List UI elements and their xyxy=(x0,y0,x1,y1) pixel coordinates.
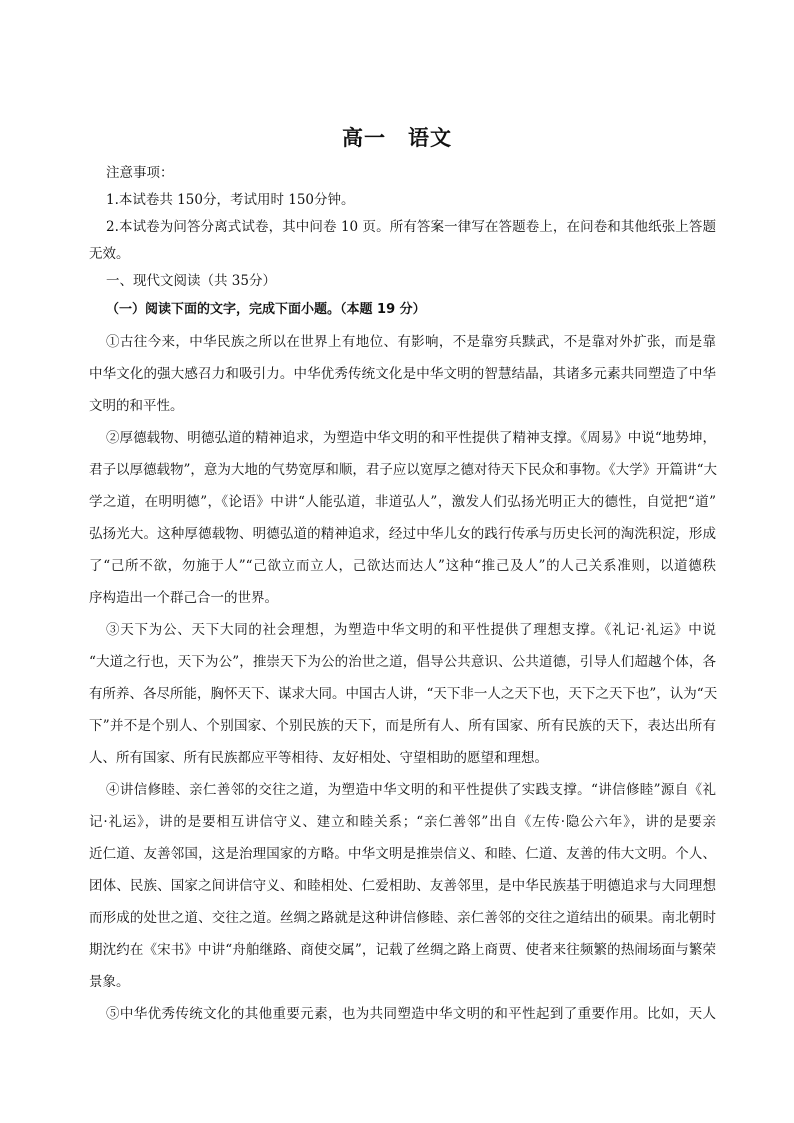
paragraph-4-line: 景象。 xyxy=(89,974,130,990)
paragraph-1-line: ①古往今来，中华民族之所以在世界上有地位、有影响，不是靠穷兵黩武，不是靠对外扩张，而是靠 xyxy=(106,334,716,350)
page-title: 高一 语文 xyxy=(342,126,452,150)
subsection-heading: （一）阅读下面的文字，完成下面小题。（本题 19 分） xyxy=(106,302,426,317)
paragraph-5-line: ⑤中华优秀传统文化的其他重要元素，也为共同塑造中华文明的和平性起到了重要作用。比如，天人 xyxy=(106,1006,716,1022)
notes-item-2-line-2: 无效。 xyxy=(89,246,130,262)
paragraph-4-line: 记·礼运》，讲的是要相互讲信守义、建立和睦关系；“亲仁善邻”出自《左传·隐公六年》，讲的是要亲 xyxy=(89,814,716,830)
section-heading: 一、现代文阅读（共 35分） xyxy=(106,273,276,289)
paragraph-4-line: 而形成的处世之道、交往之道。丝绸之路就是这种讲信修睦、亲仁善邻的交往之道结出的硕果。南北朝时 xyxy=(89,910,716,926)
paragraph-4-line: 期沈约在《宋书》中讲“舟舶继路、商使交属”，记载了丝绸之路上商贾、使者来往频繁的热闹场面与繁荣 xyxy=(89,942,716,958)
paragraph-3-line: 人、所有国家、所有民族都应平等相待、友好相处、守望相助的愿望和理想。 xyxy=(89,750,548,766)
paragraph-3-line: “大道之行也，天下为公”，推崇天下为公的治世之道，倡导公共意识、公共道德，引导人们超越个体，各 xyxy=(89,654,716,670)
paragraph-2-line: 君子以厚德载物”，意为大地的气势宽厚和顺，君子应以宽厚之德对待天下民众和事物。《大学》开篇讲“大 xyxy=(89,462,718,478)
paragraph-2-line: 序构造出一个群己合一的世界。 xyxy=(89,590,278,606)
paragraph-4-line: 近仁道、友善邻国，这是治理国家的方略。中华文明是推崇信义、和睦、仁道、友善的伟大文明。个人、 xyxy=(89,846,716,862)
paragraph-4-line: ④讲信修睦、亲仁善邻的交往之道，为塑造中华文明的和平性提供了实践支撑。“讲信修睦”源自《礼 xyxy=(106,782,716,798)
paragraph-2-line: 学之道，在明明德”，《论语》中讲“人能弘道，非道弘人”，激发人们弘扬光明正大的德性，自觉把“道” xyxy=(89,494,716,510)
notes-heading: 注意事项： xyxy=(106,165,174,181)
paragraph-3-line: ③天下为公、天下大同的社会理想，为塑造中华文明的和平性提供了理想支撑。《礼记·礼运》中说 xyxy=(106,622,716,638)
notes-item-2-line-1: 2.本试卷为问答分离式试卷，其中问卷 10 页。所有答案一律写在答题卷上，在问卷和其他纸张上答题 xyxy=(106,219,716,235)
paragraph-1-line: 中华文化的强大感召力和吸引力。中华优秀传统文化是中华文明的智慧结晶，其诸多元素共同塑造了中华 xyxy=(89,366,716,382)
paragraph-4-line: 团体、民族、国家之间讲信守义、和睦相处、仁爱相助、友善邻里，是中华民族基于明德追求与大同理想 xyxy=(89,878,716,894)
paragraph-2-line: ②厚德载物、明德弘道的精神追求，为塑造中华文明的和平性提供了精神支撑。《周易》中说“地势坤， xyxy=(106,430,716,446)
paragraph-2-line: 了“己所不欲，勿施于人”“己欲立而立人，己欲达而达人”这种“推己及人”的人己关系准则，以道德秩 xyxy=(89,558,716,574)
paragraph-1-line: 文明的和平性。 xyxy=(89,398,184,414)
notes-item-1: 1.本试卷共 150分，考试用时 150分钟。 xyxy=(106,192,355,208)
paragraph-3-line: 有所养、各尽所能，胸怀天下、谋求大同。中国古人讲，“天下非一人之天下也，天下之天下也”，认为“天 xyxy=(89,686,718,702)
paragraph-2-line: 弘扬光大。这种厚德载物、明德弘道的精神追求，经过中华儿女的践行传承与历史长河的淘洗积淀，形成 xyxy=(89,526,716,542)
paragraph-3-line: 下”并不是个别人、个别国家、个别民族的天下，而是所有人、所有国家、所有民族的天下，表达出所有 xyxy=(89,718,716,734)
